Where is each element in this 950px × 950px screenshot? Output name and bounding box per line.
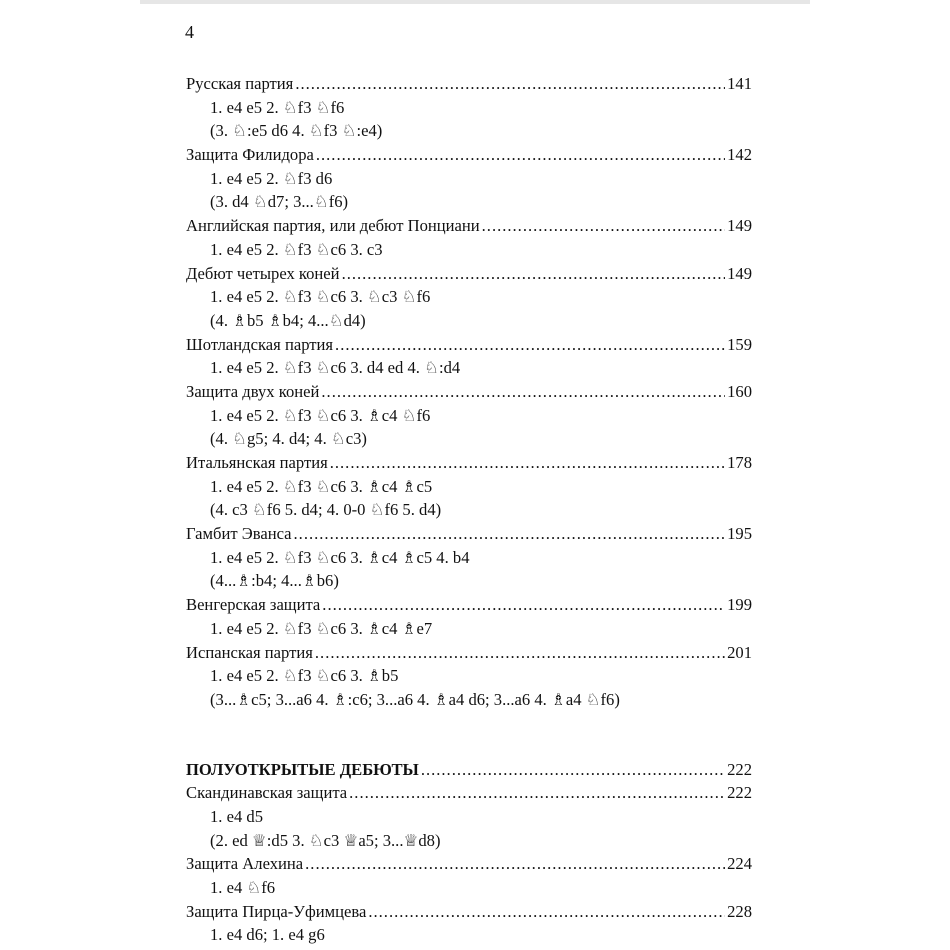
toc-entry-page: 195	[727, 524, 752, 544]
toc-entry-title: Защита двух коней	[186, 381, 320, 401]
toc-entry-title: Защита Филидора	[186, 145, 314, 165]
leader-dots	[316, 143, 725, 167]
toc-entry-moves: 1. e4 e5 2. ♘f3 ♘f6	[210, 97, 345, 117]
leader-dots	[321, 380, 725, 404]
toc-entry-title: Русская партия	[186, 74, 294, 93]
toc-entry-moves: (4. ♘g5; 4. d4; 4. ♘c3)	[210, 429, 367, 449]
toc-entry[interactable]	[186, 380, 752, 404]
toc-entry-moves: (3. ♘:e5 d6 4. ♘f3 ♘:e4)	[210, 121, 383, 141]
toc-entry-page: 159	[727, 334, 752, 354]
toc-entry[interactable]	[186, 262, 752, 286]
toc-entry[interactable]	[186, 143, 752, 167]
toc-entry-title: Защита Алехина	[186, 854, 304, 874]
toc-entry-moves: 1. e4 e5 2. ♘f3 ♘c6 3. ♗c4 ♘f6	[210, 405, 431, 425]
toc-entry-page: 160	[727, 381, 752, 401]
toc-entry-page: 149	[727, 216, 752, 236]
page-top-edge	[140, 0, 810, 4]
toc-entry-title: Английская партия, или дебют Понциани	[186, 216, 480, 236]
section-spacer	[186, 712, 752, 758]
toc-entry-moves: 1. e4 e5 2. ♘f3 ♘c6 3. ♗c4 ♗c5	[210, 476, 433, 496]
leader-dots	[330, 451, 725, 475]
toc-entry-moves: 1. e4 e5 2. ♘f3 ♘c6 3. ♗c4 ♗c5 4. b4	[210, 547, 470, 567]
toc-entry-title: Скандинавская защита	[186, 783, 348, 803]
toc-entry[interactable]	[186, 641, 752, 665]
toc-entry-page: 222	[727, 783, 752, 803]
toc-entry[interactable]	[186, 214, 752, 238]
toc-entry-moves: 1. e4 d5	[210, 806, 263, 826]
toc-entry-page: 201	[727, 642, 752, 662]
toc-entry-title: Дебют четырех коней	[186, 263, 340, 283]
toc-entry[interactable]	[186, 451, 752, 475]
toc-entry-moves: (4. c3 ♘f6 5. d4; 4. 0-0 ♘f6 5. d4)	[210, 500, 442, 520]
toc-entry-page: 149	[727, 263, 752, 283]
toc-entry-title: Итальянская партия	[186, 453, 328, 472]
toc-entry-title: Испанская партия	[186, 642, 313, 662]
toc-entry[interactable]	[186, 333, 752, 357]
toc-group-semi-open-games	[186, 781, 752, 947]
section-title: ПОЛУОТКРЫТЫЕ ДЕБЮТЫ	[186, 759, 419, 779]
toc-group-open-games	[186, 72, 752, 712]
toc-entry-moves: 1. e4 e5 2. ♘f3 ♘c6 3. ♗b5	[210, 666, 399, 686]
leader-dots	[368, 900, 725, 924]
toc-entry-page: 224	[727, 854, 752, 874]
leader-dots	[335, 333, 725, 357]
toc-entry[interactable]	[186, 852, 752, 876]
toc-entry-moves: 1. e4 e5 2. ♘f3 ♘c6 3. ♗c4 ♗e7	[210, 618, 433, 638]
toc-entry-moves: 1. e4 e5 2. ♘f3 ♘c6 3. ♘c3 ♘f6	[210, 287, 431, 307]
toc-entry-moves: (4. ♗b5 ♗b4; 4...♘d4)	[210, 310, 366, 330]
toc-entry-moves: 1. e4 e5 2. ♘f3 ♘c6 3. c3	[210, 239, 383, 259]
toc-entry-moves: 1. e4 e5 2. ♘f3 ♘c6 3. d4 ed 4. ♘:d4	[210, 358, 461, 378]
toc-entry-moves: (3. d4 ♘d7; 3...♘f6)	[210, 192, 349, 212]
toc-entry-page: 178	[727, 453, 752, 472]
leader-dots	[315, 641, 725, 665]
page-number: 4	[185, 22, 194, 42]
section-page: 222	[727, 759, 752, 779]
leader-dots	[482, 214, 725, 238]
leader-dots	[295, 72, 725, 96]
toc-entry-title: Гамбит Эванса	[186, 524, 292, 544]
toc-entry-page: 199	[727, 595, 752, 615]
toc-entry-moves: 1. e4 ♘f6	[210, 878, 276, 897]
leader-dots	[305, 852, 725, 876]
toc-entry-page: 142	[727, 145, 752, 165]
toc-entry[interactable]	[186, 593, 752, 617]
leader-dots	[349, 781, 725, 805]
toc-entry[interactable]	[186, 900, 752, 924]
toc-entry-moves: (4...♗:b4; 4...♗b6)	[210, 571, 339, 591]
toc-entry-title: Венгерская защита	[186, 595, 321, 615]
toc-entry-moves: 1. e4 e5 2. ♘f3 d6	[210, 168, 333, 188]
toc-entry[interactable]	[186, 781, 752, 805]
toc-entry-title: Шотландская партия	[186, 334, 334, 354]
toc-entry-page: 141	[727, 74, 752, 93]
leader-dots	[342, 262, 726, 286]
toc-entry[interactable]	[186, 522, 752, 546]
leader-dots	[421, 758, 725, 782]
toc-entry[interactable]	[186, 72, 752, 96]
section-heading[interactable]	[186, 758, 752, 782]
toc-entry-moves: (2. ed ♕:d5 3. ♘c3 ♕a5; 3...♕d8)	[210, 830, 441, 850]
leader-dots	[322, 593, 725, 617]
toc-entry-page: 228	[727, 901, 752, 921]
toc-entry-moves: 1. e4 d6; 1. e4 g6	[210, 925, 325, 945]
toc-entry-title: Защита Пирца-Уфимцева	[186, 901, 367, 921]
leader-dots	[294, 522, 726, 546]
toc-entry-moves: (3...♗c5; 3...a6 4. ♗:c6; 3...a6 4. ♗a4 d6; 3...a6 4. ♗a4 ♘f6)	[210, 689, 620, 709]
table-of-contents	[186, 72, 752, 947]
